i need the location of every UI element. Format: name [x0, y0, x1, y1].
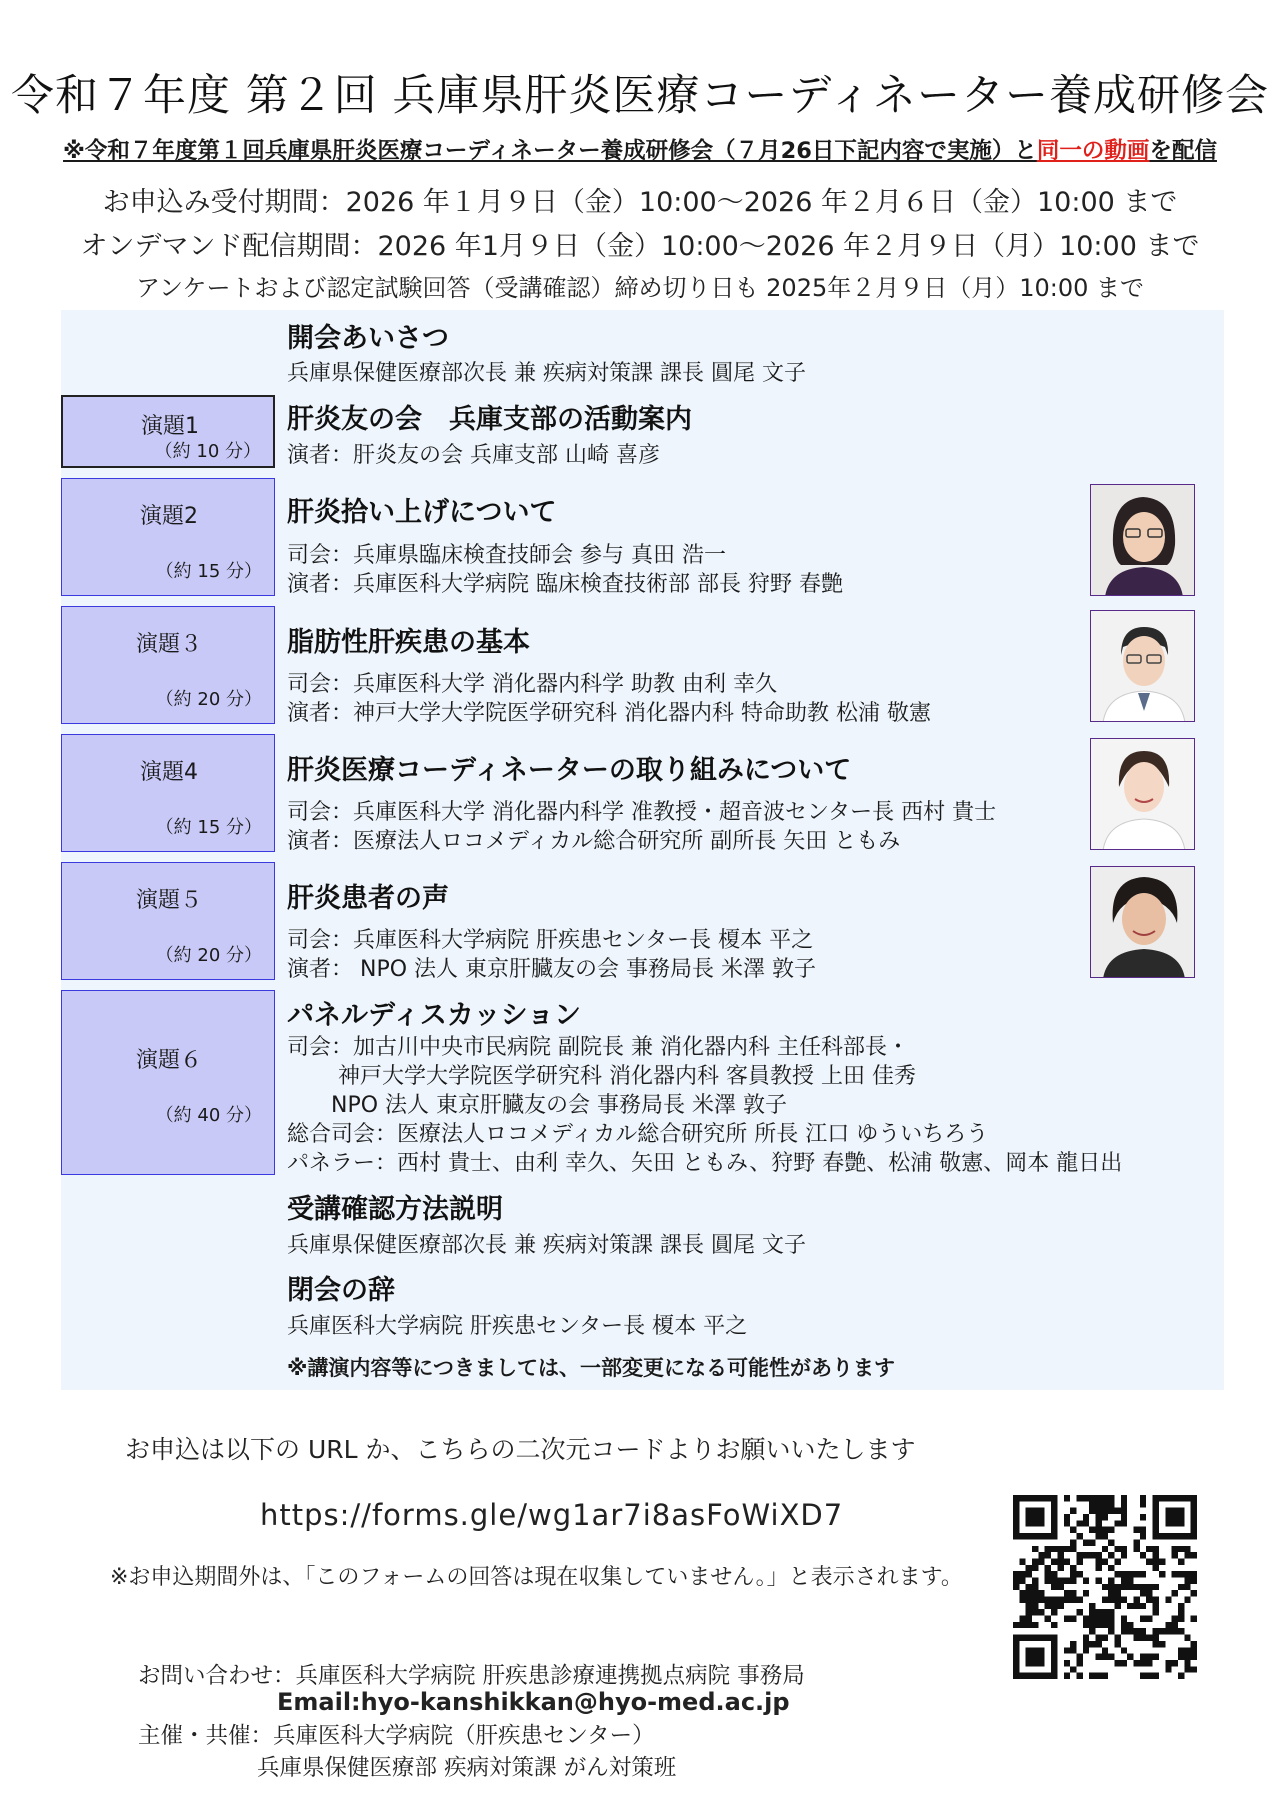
application-instruction: お申込は以下の URL か、こちらの二次元コードよりお願いいたします [125, 1435, 916, 1464]
contact-email-link[interactable]: Email:hyo-kanshikkan@hyo-med.ac.jp [277, 1688, 790, 1716]
notice-line [0, 133, 1280, 165]
session-4-line-1: 司会：兵庫医科大学 消化器内科学 准教授・超音波センター長 西村 貴士 [287, 800, 997, 825]
notice-red-text: 同一の動画 [1036, 138, 1150, 164]
notice-prefix: ※令和７年度第１回兵庫県肝炎医療コーディネーター養成研修会（７月26日下記内容で実施）と [63, 138, 1037, 164]
ondemand-period: オンデマンド配信期間：2026 年1月９日（金）10:00～2026 年２月９日（月）10:00 まで [80, 231, 1200, 262]
session-6-line-5: パネラー：西村 貴士、由利 幸久、矢田 ともみ、狩野 春艶、松浦 敬憲、岡本 龍日出 [287, 1151, 1123, 1176]
session-4-line-2: 演者：医療法人ロコメディカル総合研究所 副所長 矢田 ともみ [287, 829, 901, 854]
session-5-title: 肝炎患者の声 [287, 883, 449, 914]
session-6-title: パネルディスカッション [287, 1000, 582, 1031]
confirmation-heading: 受講確認方法説明 [287, 1194, 503, 1225]
session-duration: （約 20 分） [155, 945, 262, 966]
session-4-label [61, 734, 275, 852]
qr-code[interactable] [1013, 1495, 1197, 1679]
session-2-label [61, 478, 275, 596]
session-duration: （約 15 分） [155, 817, 262, 838]
session-duration: （約 40 分） [155, 1105, 262, 1126]
session-duration: （約 15 分） [155, 561, 262, 582]
session-1-title: 肝炎友の会 兵庫支部の活動案内 [287, 404, 692, 435]
session-label-text: 演題4 [140, 760, 198, 785]
survey-deadline: アンケートおよび認定試験回答（受講確認）締め切り日も 2025年２月９日（月）10:00 まで [135, 274, 1145, 302]
speaker-photo-image [1091, 611, 1195, 722]
session-6-label [61, 990, 275, 1175]
speaker-photo-image [1091, 739, 1195, 850]
session-label-text: 演題３ [135, 632, 202, 657]
session-3-line-2: 演者：神戸大学大学院医学研究科 消化器内科 特命助教 松浦 敬憲 [287, 701, 931, 726]
change-notice: ※講演内容等につきましては、一部変更になる可能性があります [287, 1356, 895, 1380]
application-warning: ※お申込期間外は、「このフォームの回答は現在収集していません。」と表示されます。 [110, 1565, 963, 1590]
application-period: お申込み受付期間：2026 年１月９日（金）10:00～2026 年２月６日（金）10:00 まで [102, 187, 1178, 218]
closing-heading: 閉会の辞 [287, 1275, 395, 1306]
session-2-line-1: 司会：兵庫県臨床検査技師会 参与 真田 浩一 [287, 543, 726, 568]
session-6-line-4: 総合司会：医療法人ロコメディカル総合研究所 所長 江口 ゆういちろう [287, 1122, 989, 1147]
session-6-line-1: 司会：加古川中央市民病院 副院長 兼 消化器内科 主任科部長・ [287, 1035, 909, 1060]
session-2-title: 肝炎拾い上げについて [287, 497, 557, 528]
contact-organizer-2: 兵庫県保健医療部 疾病対策課 がん対策班 [257, 1755, 677, 1781]
session-duration: （約 10 分） [154, 441, 261, 462]
session-5-label [61, 862, 275, 980]
application-url-link[interactable]: https://forms.gle/wg1ar7i8asFoWiXD7 [260, 1498, 844, 1532]
speaker-photo [1090, 738, 1195, 850]
session-label-text: 演題６ [135, 1048, 202, 1073]
session-3-title: 脂肪性肝疾患の基本 [287, 627, 530, 658]
speaker-photo [1090, 866, 1195, 978]
session-6-line-2: 神戸大学大学院医学研究科 消化器内科 客員教授 上田 佳秀 [287, 1064, 916, 1089]
session-2-line-2: 演者：兵庫医科大学病院 臨床検査技術部 部長 狩野 春艶 [287, 572, 843, 597]
session-1-label [61, 395, 275, 468]
session-4-title: 肝炎医療コーディネーターの取り組みについて [287, 755, 852, 786]
opening-heading: 開会あいさつ [287, 323, 449, 354]
opening-speaker: 兵庫県保健医療部次長 兼 疾病対策課 課長 圓尾 文子 [287, 361, 806, 386]
speaker-photo [1090, 484, 1195, 596]
contact-organizer: 主催・共催：兵庫医科大学病院（肝疾患センター） [138, 1723, 655, 1749]
speaker-photo-image [1091, 485, 1195, 596]
closing-speaker: 兵庫医科大学病院 肝疾患センター長 榎本 平之 [287, 1314, 748, 1339]
session-5-line-2: 演者： NPO 法人 東京肝臓友の会 事務局長 米澤 敦子 [287, 957, 817, 982]
session-5-line-1: 司会：兵庫医科大学病院 肝疾患センター長 榎本 平之 [287, 928, 814, 953]
speaker-photo-image [1091, 867, 1195, 978]
session-3-label [61, 606, 275, 724]
session-label-text: 演題５ [135, 888, 202, 913]
page-title: 令和７年度 第２回 兵庫県肝炎医療コーディネーター養成研修会 [11, 71, 1269, 121]
session-label-text: 演題1 [141, 414, 199, 439]
session-label-text: 演題2 [140, 504, 198, 529]
session-duration: （約 20 分） [155, 689, 262, 710]
notice-suffix: を配信 [1149, 138, 1217, 164]
session-3-line-1: 司会：兵庫医科大学 消化器内科学 助教 由利 幸久 [287, 672, 777, 697]
session-6-line-3: NPO 法人 東京肝臓友の会 事務局長 米澤 敦子 [287, 1093, 788, 1118]
confirmation-speaker: 兵庫県保健医療部次長 兼 疾病対策課 課長 圓尾 文子 [287, 1233, 806, 1258]
session-1-line-1: 演者：肝炎友の会 兵庫支部 山崎 喜彦 [287, 443, 660, 468]
contact-inquiry: お問い合わせ：兵庫医科大学病院 肝疾患診療連携拠点病院 事務局 [138, 1663, 805, 1689]
speaker-photo [1090, 610, 1195, 722]
